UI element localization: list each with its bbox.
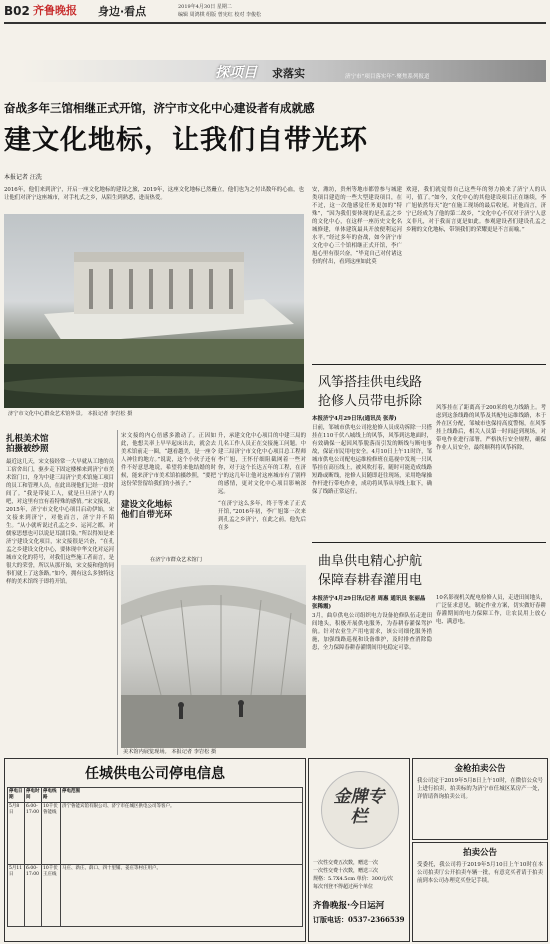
table-cell: 10千伏王庄线 — [42, 865, 61, 927]
ad-term: 一次性交费十次数，赠送三次 — [313, 868, 379, 874]
story2-rule — [312, 364, 546, 365]
outage-table — [7, 787, 303, 927]
section-title: 身边·看点 — [98, 5, 147, 18]
story2-body: 日前，邹城市供电公司抢抢修人员成功拆除一只搭挂在110千伏八城线上的风筝，风筝到达地面时，有效确保一起因风筝脱落而引发的断线与断电事故，保证市民用电安全。4月10日上午11时许，邹城市供电公司配电运维检修班在巡视中发现一只风筝挂在高压线上，被风吹打着，随时可能造成线路短路或断线，抢修人员随即赶往现场，采用绝缘操作杆进行带电作业，成功将风筝从导线上取下，确保了线路正常运行。 — [312, 425, 432, 495]
ad-calligraphy: 金牌专栏 — [333, 787, 385, 827]
table-cell: 5月11日 — [8, 865, 25, 927]
editor-credits: 编辑 周鸿棋 组版 曾宪红 校对 李俊松 — [178, 12, 261, 18]
gallery-photo — [121, 565, 306, 748]
table-cell: 济宁鲁能宾馆有限公司、济宁市任城区供电公司等客户。 — [61, 803, 303, 865]
notice-title: 任城供电公司停电信息 — [85, 766, 225, 782]
auction-notice — [412, 758, 548, 840]
kicker: 奋战多年三馆相继正式开馆，济宁市文化中心建设者有成就感 — [4, 101, 315, 115]
table-cell: 6:00-17:00 — [25, 865, 42, 927]
article-column-3: 升，承建文化中心项目的中建三局的几名工作人员正在交接施工问题。中建三局济宁市文化中心项目总工程师李广旭，王怀仔细阻截网着一些对你，对于这个长达五年的工程，在济宁的这几年让他对这座城市有了别样的感情，更对文化中心项目影响深远。 — [218, 433, 306, 495]
subhead-landmark: 建设文化地标 他们自带光环 — [121, 500, 173, 520]
article-column-5: 欢迎，我们就觉得自己这些年的努力换来了济宁人的认可，值了。”如今，文化中心的其他建设项目正在继续，李广旭依然每天“泡”在施工现场的最后收尾。对他而言，济宁已经成为了他的第二故乡，“文化中心不仅对于济宁人意义非凡，对于我而言更是如此。参观建设者们建设孔孟之乡精的文化地标，带领我们的荣耀更是不言而喻。” — [406, 187, 546, 233]
photo-caption: 济宁市文化中心群众艺术馆外景。 本报记者 李岩松 摄 — [8, 411, 133, 417]
ad-phone-line — [313, 915, 404, 925]
table-row — [8, 803, 303, 865]
story3-rule — [312, 542, 546, 543]
issue-date: 2019年4月30日 星期二 — [178, 4, 232, 10]
photo2-caption: 在济宁市群众艺术馆门 — [150, 557, 202, 563]
ad-brand: 齐鲁晚报·今日运河 — [313, 901, 385, 911]
story3-headline: 曲阜供电精心护航 保障春耕春灌用电 — [318, 554, 423, 588]
table-row — [8, 865, 303, 927]
table-cell: 6:00-17:00 — [25, 803, 42, 865]
table-header: 停电范围 — [61, 788, 303, 803]
outage-notice — [4, 758, 306, 942]
ad-term: 每次刊登不得超过两个单位 — [313, 884, 374, 890]
banner-calligraphy: 探项目 — [215, 65, 257, 81]
table-header: 停电时间 — [25, 788, 42, 803]
photo3-caption: 美术馆内展览现场。 本报记者 李岩松 摄 — [123, 749, 217, 755]
ad-term: 规格：5.7X4.5cm 单价：300元/次 — [313, 876, 393, 882]
ad-phone: 0537-2366539 — [348, 915, 405, 924]
banner-column: 济宁市“项目落实年”·聚焦系列报道 — [345, 74, 430, 80]
auction-notice-2 — [412, 842, 548, 942]
main-byline: 本报记者 汪洗 — [4, 174, 42, 181]
auction-title: 金枪拍卖公告 — [454, 764, 506, 774]
table-cell: 5月8日 — [8, 803, 25, 865]
auction-body: 我公司定于2019年5月8日上午10时，在微信公众号上进行拍卖，拍卖标的为济宁市任城区某房产一处，详情请咨询拍卖公司。 — [417, 778, 543, 800]
subhead-museum: 扎根美术馆 拍摄被纱照 — [6, 434, 49, 454]
table-header: 停电日期 — [8, 788, 25, 803]
masthead-rule — [4, 22, 546, 24]
article-column-3b: “在济宁这么多年，终于等来了正式开馆，”2016年初，李广旭第一次来到孔孟之乡济宁，在此之前，他先后在多 — [218, 501, 306, 531]
story3-byline: 本报济宁4月29日讯(记者 周惠 通讯员 张丽晶 张稀霞) — [312, 596, 426, 610]
ad-terms — [313, 859, 407, 891]
ad-phone-label: 订版电话： — [313, 915, 348, 924]
building-illustration — [4, 214, 304, 408]
main-headline: 建文化地标，让我们自带光环 — [4, 125, 368, 156]
column-divider — [117, 430, 118, 755]
auction2-body: 受委托，我公司将于2019年5月10日上午10时在本公司拍卖厅公开拍卖车辆一批，有意竞买者请于拍卖前到本公司办理竞买登记手续。 — [417, 862, 543, 884]
cultural-center-photo — [4, 214, 304, 408]
banner-suffix: 求落实 — [272, 67, 305, 80]
paper-logo: 齐鲁晚报 — [33, 4, 77, 17]
column-ad — [308, 758, 410, 942]
ad-term: 一次性交费五次数，赠送一次 — [313, 860, 379, 866]
lead-paragraph: 2016年，他们来到济宁，开启一座文化地标的建设之旅，2019年，这座文化地标已然矗立，他们也为之付出数年的心血，也让他们对济宁这座城市，对手札式之乡，从陌生到熟悉，进而热爱。 — [4, 187, 304, 201]
gallery-illustration — [121, 565, 306, 748]
article-column-2: 宋文接的内心倍感多激动了。正因如此，他想关率上早早起床出去，就会去美术馆前走一圈，“越看越美，是一座令人神往的地方。”说说，这个小伙子还有件不好意思地说，希望将来他结婚的时候，能来济宁市美术馆拍摄纱照，“要把这份荣誉留给我们的小孩子。” — [121, 433, 216, 487]
article-column-4: 安，潍坊，贵州等地市都曾参与城建类项目建造的一些大型建设项目，在不过，这一次他感觉任务更加的“特殊”，“因为我们要体现的是孔孟之乡的文化中心，在这样一座历史文化名城修建，单体建筑最具开放便利运河水平。”经过多年的奋战，如今济宁市文化中心三个馆相继正式开馆，李广旭心里有很兴奋，“毕竟自己对付诸这份的付出，看到这座如此莫 — [312, 187, 402, 265]
table-header: 停电线路 — [42, 788, 61, 803]
page-number: B02 — [4, 4, 30, 18]
story3-body-2: 10名影视机关配电检修人员，走进田间地头，广泛征求意见，制定作业方案，切实做好春耕春灌期间的电力保障工作，让农民用上放心电、满意电。 — [436, 595, 546, 625]
auction2-title: 拍卖公告 — [462, 848, 497, 858]
story2-headline: 风筝搭挂供电线路 抢修人员带电拆除 — [318, 375, 423, 409]
table-header-row — [8, 788, 303, 803]
article-column-1: 最近这几天，宋文接经常一大早就从工地的员工宿舍出门，驱步走下固定楼梯来到济宁市美术馆门口，身为中建三局济宁美术馆施工项目的员工和管理人员，在此出现他们已经一段时间了。“我是带徒工人，就是旦旦济宁人的吧，对这里有宜有着特殊的感情。”宋文接说，2015年，济宁市文化中心项目启动伊始，宋文接来到济宁，对他而言，济宁并不陌生。“从小就听说过孔孟之乡、运河之都，对儒家思想也可以说是耳濡目染。”所以得知是来济宁建设文化项目，宋文接很是兴奋，“在孔孟之乡建设文化中心，要体现中华文化对运河城市文化的符号，对我们这些施工者而言，是很大的荣誉，所以从那开始，宋文接和他的同事们就上了这条路。”如今，拥有这么多独特这样的美术馆终于即将开馆。 — [6, 459, 114, 585]
table-cell: 10千伏鲁能线 — [42, 803, 61, 865]
story2-byline: 本报济宁4月29日讯(通讯员 张蒂) — [312, 416, 397, 422]
table-cell: 马庄、新庄、薛口、四十里铺、姜庄等村庄用户。 — [61, 865, 303, 927]
story2-body-2: 风筝挂在了距离高于200米的电力线路上。考虑到这条线路的风筝及其配电运维线路，本于外在区分配，邹城市也保持高度警惕，在风筝挂上线路后，相关人员第一时间赶到现场，对带电作业进行部署，严格执行安全规程，确保作业人员安全，最终顺利将风筝拆除。 — [436, 405, 546, 451]
story3-body: 3月，曲阜供电公司组织电力设备抢修队伍走进田间地头，积极开展供电服务，为春耕春灌保驾护航。针对农业生产用电需求，该公司细化服务措施，加强线路巡视和设备维护，及时排查消除隐患，全力保障春耕春灌期间用电稳定可靠。 — [312, 613, 432, 651]
